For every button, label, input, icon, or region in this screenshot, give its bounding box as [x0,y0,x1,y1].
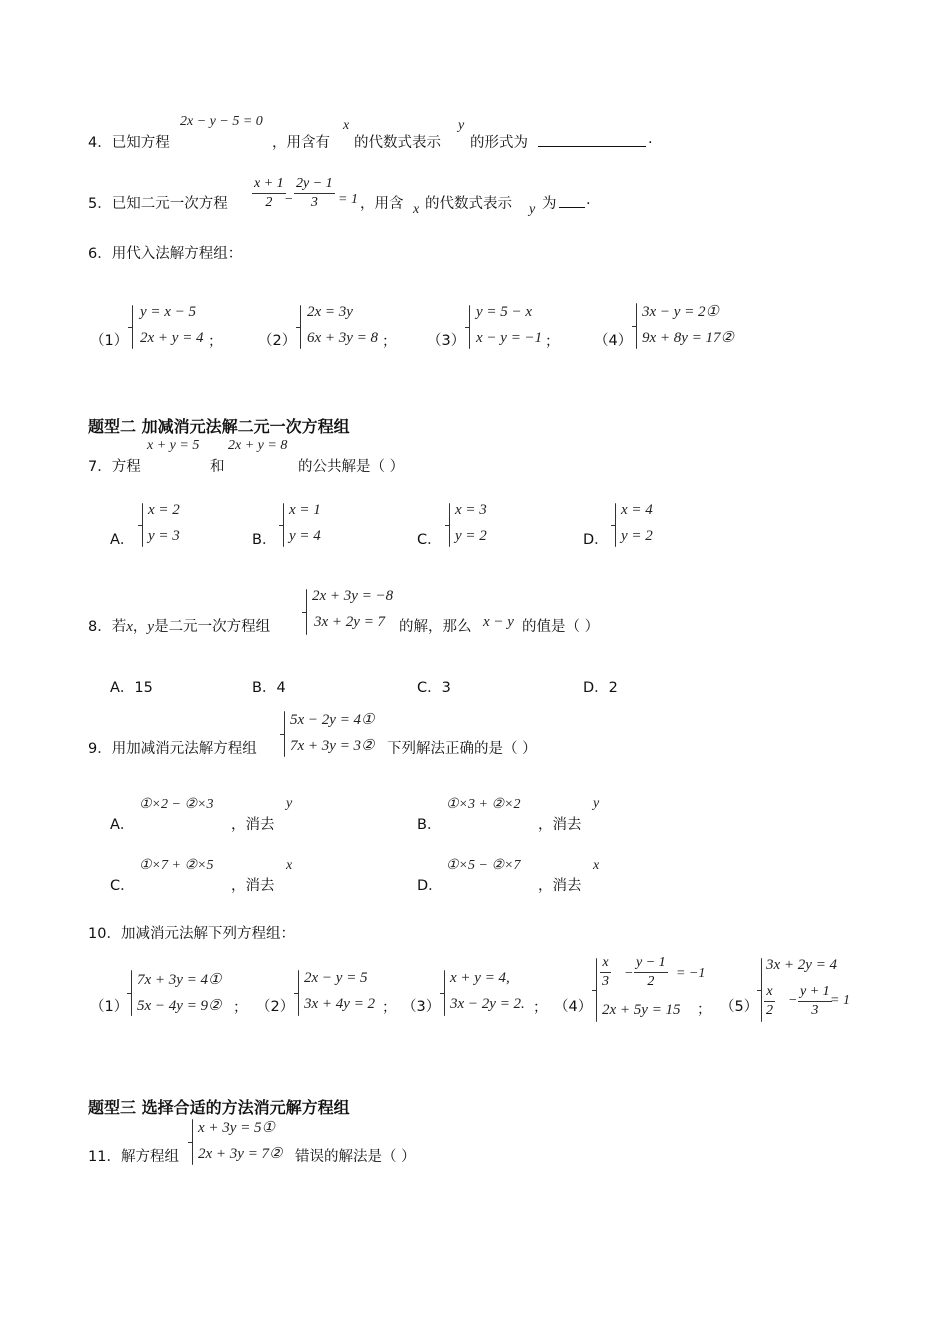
q9-number: 9． [88,741,112,757]
q9-b-var: y [593,796,600,811]
q10-4-f2-denominator: 2 [647,974,655,989]
q6-1-eq2: 2x + y = 4 [140,330,204,346]
q5-line [88,192,228,213]
q8-option-c[interactable]: C．3 [417,680,451,696]
q6-2-label: （2） [258,333,297,349]
q6-2-eq1: 2x = 3y [307,304,353,320]
q6-1-label: （1） [90,333,129,349]
q7-number: 7． [88,459,112,475]
q5-text-b: ，用含 [360,196,404,212]
q11-text-a: 解方程组 [120,1149,179,1165]
q6-4-label: （4） [594,333,633,349]
q5-minus: − [284,192,294,207]
q7-c-label: C． [417,532,442,548]
q10-4-minus: − [624,966,634,981]
q8-text-e: 是二元一次方程组 [154,619,271,635]
q7-a-eq2: y = 3 [148,528,180,544]
q4-text-a: 已知方程 [111,135,170,151]
q6-3-label: （3） [427,333,466,349]
q10-1-tail: ； [233,1000,248,1016]
q8-option-d[interactable]: D．2 [583,680,618,696]
q7-b-eq1: x = 1 [289,502,321,518]
q8-number: 8． [88,619,112,635]
q10-4-f1-numerator: x [602,955,609,970]
q7-text-c: 的公共解是（ ） [298,459,405,475]
q8-comma: ， [132,619,148,635]
q4-equation: 2x − y − 5 = 0 [180,114,263,129]
q10-2-tail: ； [382,1000,397,1016]
q10-5-f2-numerator: y + 1 [800,984,830,999]
q5-number: 5． [88,196,112,212]
q8-eq1: 2x + 3y = −8 [312,588,394,604]
q8-eq2: 3x + 2y = 7 [314,614,386,630]
q5-f1-numerator: x + 1 [254,176,284,191]
q7-b-eq2: y = 4 [289,528,321,544]
q10-5-fraction-1 [764,984,775,1019]
q5-answer-blank[interactable] [559,192,585,212]
q6-4-eq2: 9x + 8y = 17② [642,330,735,346]
q9-d-var: x [593,858,600,873]
q6-1-eq1: y = x − 5 [140,304,197,320]
q7-b-label: B． [252,532,277,548]
q10-4-rhs: = −1 [676,966,706,981]
q10-4-eq2: 2x + 5y = 15 [602,1002,681,1018]
q5-rhs: = 1 [338,192,358,207]
q10-5-rhs: = 1 [830,993,850,1008]
q7-equation-1: x + y = 5 [147,438,200,453]
q6-1-tail: ； [208,334,223,350]
q10-5-eq1: 3x + 2y = 4 [766,957,838,973]
q10-prompt: 10．加减消元法解下列方程组： [88,926,295,942]
q10-5-f2-denominator: 3 [811,1003,819,1018]
q9-a-label: A． [110,817,135,833]
q10-5-minus: − [788,993,798,1008]
q9-d-tail: ，消去 [538,878,582,894]
q8-option-b[interactable]: B．4 [252,680,286,696]
q9-c-expr: ①×7 + ②×5 [139,858,214,873]
q9-eq2: 7x + 3y = 3② [290,738,375,754]
q8-text-a: 若 [111,619,127,635]
q11-number: 11． [88,1149,121,1165]
q9-c-tail: ，消去 [231,878,275,894]
q5-fraction-1 [252,176,286,211]
q6-4-eq1: 3x − y = 2① [642,304,720,320]
q6-prompt: 6．用代入法解方程组： [88,246,243,262]
q7-text-a: 方程 [111,459,141,475]
q6-3-eq2: x − y = −1 [476,330,543,346]
q10-4-tail: ； [697,1002,712,1018]
q11-text-b: 错误的解法是（ ） [295,1149,416,1165]
q8-var-x: x [126,619,133,635]
q5-text-a: 已知二元一次方程 [111,196,228,212]
q10-4-fraction-1 [600,955,611,990]
q5-var-y: y [529,202,536,217]
q5-fraction-2 [294,176,335,211]
q5-f1-denominator: 2 [265,195,273,210]
q10-4-f2-numerator: y − 1 [636,955,666,970]
q6-3-eq1: y = 5 − x [476,304,533,320]
q6-2-eq2: 6x + 3y = 8 [307,330,379,346]
q10-3-tail: ； [533,1000,548,1016]
q4-line [88,131,170,152]
q9-a-var: y [286,796,293,811]
q4-text-b: ，用含有 [272,135,330,151]
q10-4-fraction-2 [634,955,668,990]
q9-d-label: D． [417,878,443,894]
q5-f2-denominator: 3 [310,195,318,210]
q10-4-label: （4） [554,999,593,1015]
q11-line [88,1145,179,1166]
q10-1-label: （1） [90,999,129,1015]
q10-1-eq2: 5x − 4y = 9② [137,998,222,1014]
q9-b-expr: ①×3 + ②×2 [446,797,521,812]
q4-number: 4． [88,135,112,151]
q10-5-f1-numerator: x [766,984,773,999]
q9-text-a: 用加减消元法解方程组 [111,741,257,757]
q7-equation-2: 2x + y = 8 [228,438,288,453]
q5-f2-numerator: 2y − 1 [296,176,333,191]
q10-1-eq1: 7x + 3y = 4① [137,972,222,988]
q9-line [88,737,257,758]
q7-d-label: D． [583,532,609,548]
q9-b-tail: ，消去 [538,817,582,833]
q9-c-label: C． [110,878,135,894]
section-heading-2: 题型二 加减消元法解二元一次方程组 [88,417,350,436]
q6-2-tail: ； [382,334,397,350]
q9-a-expr: ①×2 − ②×3 [139,797,214,812]
q8-text-f: 的解，那么 [399,619,472,635]
q4-var-y: y [458,118,465,133]
q8-line [88,615,270,636]
q10-3-label: （3） [402,999,441,1015]
q5-text-d: 为 [542,196,557,212]
section-heading-3: 题型三 选择合适的方法消元解方程组 [88,1098,350,1117]
q10-5-label: （5） [720,999,759,1015]
q10-2-eq2: 3x + 4y = 2 [304,996,376,1012]
q7-a-label: A． [110,532,135,548]
q10-2-label: （2） [256,999,295,1015]
q7-d-eq2: y = 2 [621,528,653,544]
q10-2-eq1: 2x − y = 5 [304,970,368,986]
q10-3-eq2: 3x − 2y = 2. [450,996,525,1012]
q6-3-tail: ； [545,334,560,350]
q8-var-y: y [147,619,155,635]
q10-3-eq1: x + y = 4, [450,970,510,986]
q9-d-expr: ①×5 − ②×7 [446,858,521,873]
q5-end: . [586,192,591,208]
q11-eq1: x + 3y = 5① [198,1120,276,1136]
q9-c-var: x [286,858,293,873]
q10-4-f1-denominator: 3 [602,974,609,989]
q4-end: . [648,131,653,147]
q5-text-c: 的代数式表示 [425,196,512,212]
q7-c-eq2: y = 2 [455,528,487,544]
q7-a-eq1: x = 2 [148,502,180,518]
q4-text-c: 的代数式表示 [354,135,441,151]
q4-var-x: x [343,118,350,133]
q5-var-x: x [413,202,420,217]
q8-option-a[interactable]: A．15 [110,680,153,696]
q4-text-d: 的形式为 [470,135,528,151]
q7-c-eq1: x = 3 [455,502,487,518]
q8-expression: x − y [483,614,514,630]
q9-b-label: B． [417,817,442,833]
q4-answer-blank[interactable] [538,131,646,151]
q9-eq1: 5x − 2y = 4① [290,712,375,728]
q9-text-b: 下列解法正确的是（ ） [387,741,537,757]
q7-d-eq1: x = 4 [621,502,653,518]
q9-a-tail: ，消去 [231,817,275,833]
q8-text-h: 的值是（ ） [522,619,600,635]
q10-5-fraction-2 [798,984,832,1019]
q10-5-f1-denominator: 2 [766,1003,773,1018]
q11-eq2: 2x + 3y = 7② [198,1146,283,1162]
q7-line [88,455,141,476]
q7-text-b: 和 [210,459,225,475]
